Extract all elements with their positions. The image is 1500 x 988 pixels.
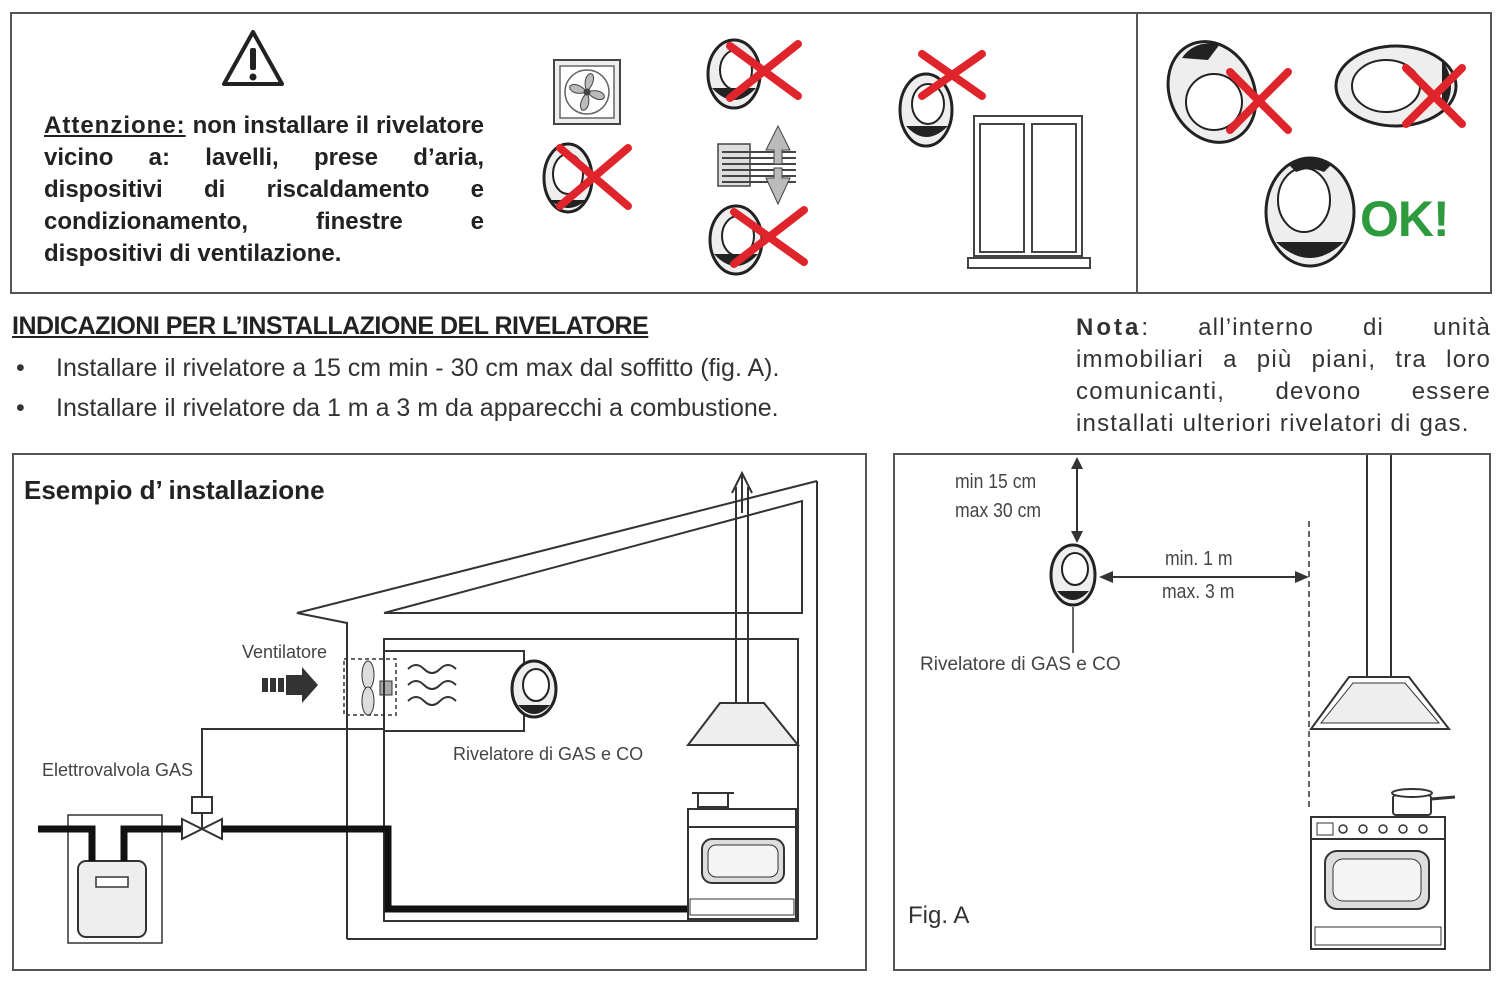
warning-lead: Attenzione: [44,112,186,139]
figure-a-diagram [893,453,1491,971]
note-text [1076,312,1491,440]
fan-label: Ventilatore [242,642,328,662]
list-item: • Installare il rivelatore da 1 m a 3 m da apparecchi a combustione. [14,388,779,428]
window-icon [966,114,1092,272]
air-conditioner-icon [716,120,806,210]
note-lead: Nota [1076,314,1142,341]
detector-flat-wrong-icon [1330,40,1470,136]
min-ceiling-label: min 15 cm [955,471,1037,493]
installation-heading: INDICAZIONI PER L’INSTALLAZIONE DEL RIVELATORE [12,312,649,340]
figure-a-caption: Fig. A [908,902,970,929]
detector-vertical-ok-icon [1262,156,1358,268]
min-distance-label: min. 1 m [1165,548,1233,570]
warning-triangle-icon [220,28,286,90]
detector-near-heater-icon [704,36,804,112]
detector-label: Rivelatore di GAS e CO [453,744,644,764]
max-ceiling-label: max 30 cm [955,500,1042,522]
installation-list [14,348,779,428]
wall-fan-icon [552,58,622,128]
detector-icon [512,661,556,717]
figure-a-detector-label: Rivelatore di GAS e CO [920,654,1121,675]
valve-label: Elettrovalvola GAS [42,760,194,780]
detector-near-fan-icon [538,140,634,216]
ok-label: OK! [1360,191,1449,247]
installation-diagram [12,453,867,971]
list-item: • Installare il rivelatore a 15 cm min - 30 cm max dal soffitto (fig. A). [14,348,779,388]
panel-divider [1136,12,1138,294]
max-distance-label: max. 3 m [1162,581,1235,603]
warning-text [44,110,484,270]
note-body: : all’interno di unità immobiliari a più piani, tra loro comunicanti, devono essere installati ulteriori rivelatori di gas. [1076,314,1491,437]
detector-near-ac-icon [706,200,810,276]
detector-horizontal-wrong-icon [1164,36,1294,148]
example-title: Esempio d’ installazione [24,475,325,505]
warning-body: non installare il rivelatore vicino a: lavelli, prese d’aria, dispositivi di riscaldamento e condizionamento, finestre e dispositivi di ventilazione. [44,112,485,267]
detector-icon [1051,545,1095,605]
